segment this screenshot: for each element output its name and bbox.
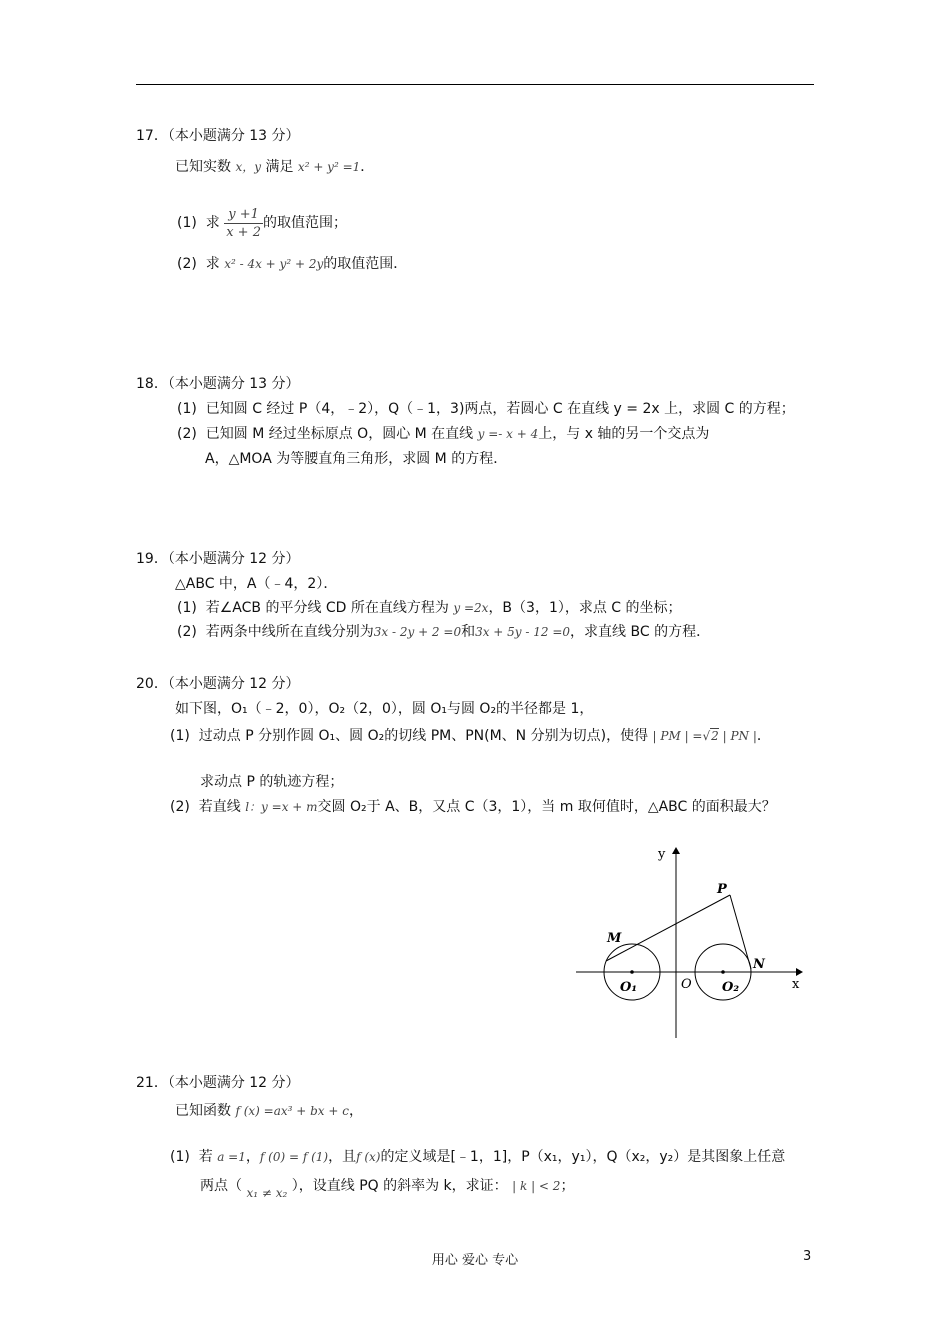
q21-header: 21．（本小题满分 12 分）: [136, 1075, 300, 1091]
label-x: x: [792, 977, 800, 992]
q21-stem: 已知函数 f (x) =ax³ + bx + c，: [175, 1103, 363, 1119]
q17-part1: (1) 求 $\frac{y +1}{x + 2}$ 的取值范围；: [177, 206, 347, 240]
q20-tangent-eq: | PM | =√2 | PN |: [652, 729, 757, 743]
tangent-pm: [606, 895, 730, 961]
q20-stem: 如下图，O₁（﹣2，0），O₂（2，0），圆 O₁与圆 O₂的半径都是 1，: [175, 701, 594, 717]
label-y: y: [658, 847, 666, 862]
q20-header: 20．（本小题满分 12 分）: [136, 676, 300, 692]
q18-part2: (2) 已知圆 M 经过坐标原点 O，圆心 M 在直线 y =- x + 4上，与 x 轴的另一个交点为: [177, 426, 710, 442]
q18-line-eq: y =- x + 4: [477, 427, 539, 441]
q21-part1: (1) 若 a =1，f (0) = f (1)，且f (x)的定义域是[﹣1，1]，P（x₁，y₁），Q（x₂，y₂）是其图象上任意: [170, 1149, 786, 1165]
label-origin: O: [681, 977, 692, 992]
q20-part2: (2) 若直线 l：y =x + m交圆 O₂于 A、B，又点 C（3，1），当 m 取何值时，△ABC 的面积最大？: [170, 799, 776, 815]
label-p: P: [717, 882, 727, 897]
q21-function-eq: f (x) =ax³ + bx + c: [235, 1104, 349, 1118]
q21-conclusion: | k | < 2: [512, 1179, 561, 1193]
q17-header: 17．（本小题满分 13 分）: [136, 128, 300, 144]
q19-median-eq2: 3x + 5y - 12 =0: [475, 625, 571, 639]
q17-part2: (2) 求 x² - 4x + y² + 2y的取值范围．: [177, 256, 408, 272]
q20-line-eq: l：y =x + m: [245, 800, 318, 814]
q18-part2-cont: A，△MOA 为等腰直角三角形，求圆 M 的方程．: [205, 451, 508, 467]
center-o1-dot: [630, 970, 634, 974]
q17-vars: x，y: [235, 160, 262, 174]
q19-header: 19．（本小题满分 12 分）: [136, 551, 300, 567]
center-o2-dot: [721, 970, 725, 974]
q19-stem: △ABC 中，A（﹣4，2）．: [175, 576, 338, 592]
q20-part1: (1) 过动点 P 分别作圆 O₁、圆 O₂的切线 PM、PN(M、N 分别为切点)，使得 | PM | =√2 | PN |．: [170, 728, 771, 744]
q17-stem: 已知实数 x，y 满足 x² + y² =1．: [175, 159, 375, 175]
label-o2: O₂: [722, 980, 740, 995]
q19-bisector-eq: y =2x: [453, 601, 489, 615]
q19-median-eq1: 3x - 2y + 2 =0: [373, 625, 462, 639]
q18-part1: (1) 已知圆 C 经过 P（4，﹣2），Q（﹣1，3)两点，若圆心 C 在直线 y = 2x 上，求圆 C 的方程；: [177, 401, 795, 417]
tangent-pn: [730, 895, 751, 969]
label-o1: O₁: [620, 980, 638, 995]
q17-condition: x² + y² =1: [297, 160, 361, 174]
q20-part1-cont: 求动点 P 的轨迹方程；: [200, 774, 344, 790]
q21-part1-cont: 两点（ x₁ ≠ x₂ ），设直线 PQ 的斜率为 k，求证： | k | < 2；: [200, 1178, 575, 1200]
q19-part1: (1) 若∠ACB 的平分线 CD 所在直线方程为 y =2x，B（3，1），求点 C 的坐标；: [177, 600, 682, 616]
q17-fraction: $\frac{y +1}{x + 2}$: [226, 206, 261, 240]
q17-expression: x² - 4x + y² + 2y: [224, 257, 324, 271]
page-number: 3: [803, 1249, 812, 1264]
label-m: M: [607, 931, 622, 946]
label-n: N: [753, 957, 765, 972]
q18-header: 18．（本小题满分 13 分）: [136, 376, 300, 392]
q21-condition: x₁ ≠ x₂: [246, 1186, 288, 1200]
q19-part2: (2) 若两条中线所在直线分别为3x - 2y + 2 =0和3x + 5y - 12 =0，求直线 BC 的方程．: [177, 624, 711, 640]
header-rule: [136, 84, 814, 85]
q20-figure: [570, 838, 810, 1043]
footer-motto: 用心 爱心 专心: [431, 1253, 519, 1268]
